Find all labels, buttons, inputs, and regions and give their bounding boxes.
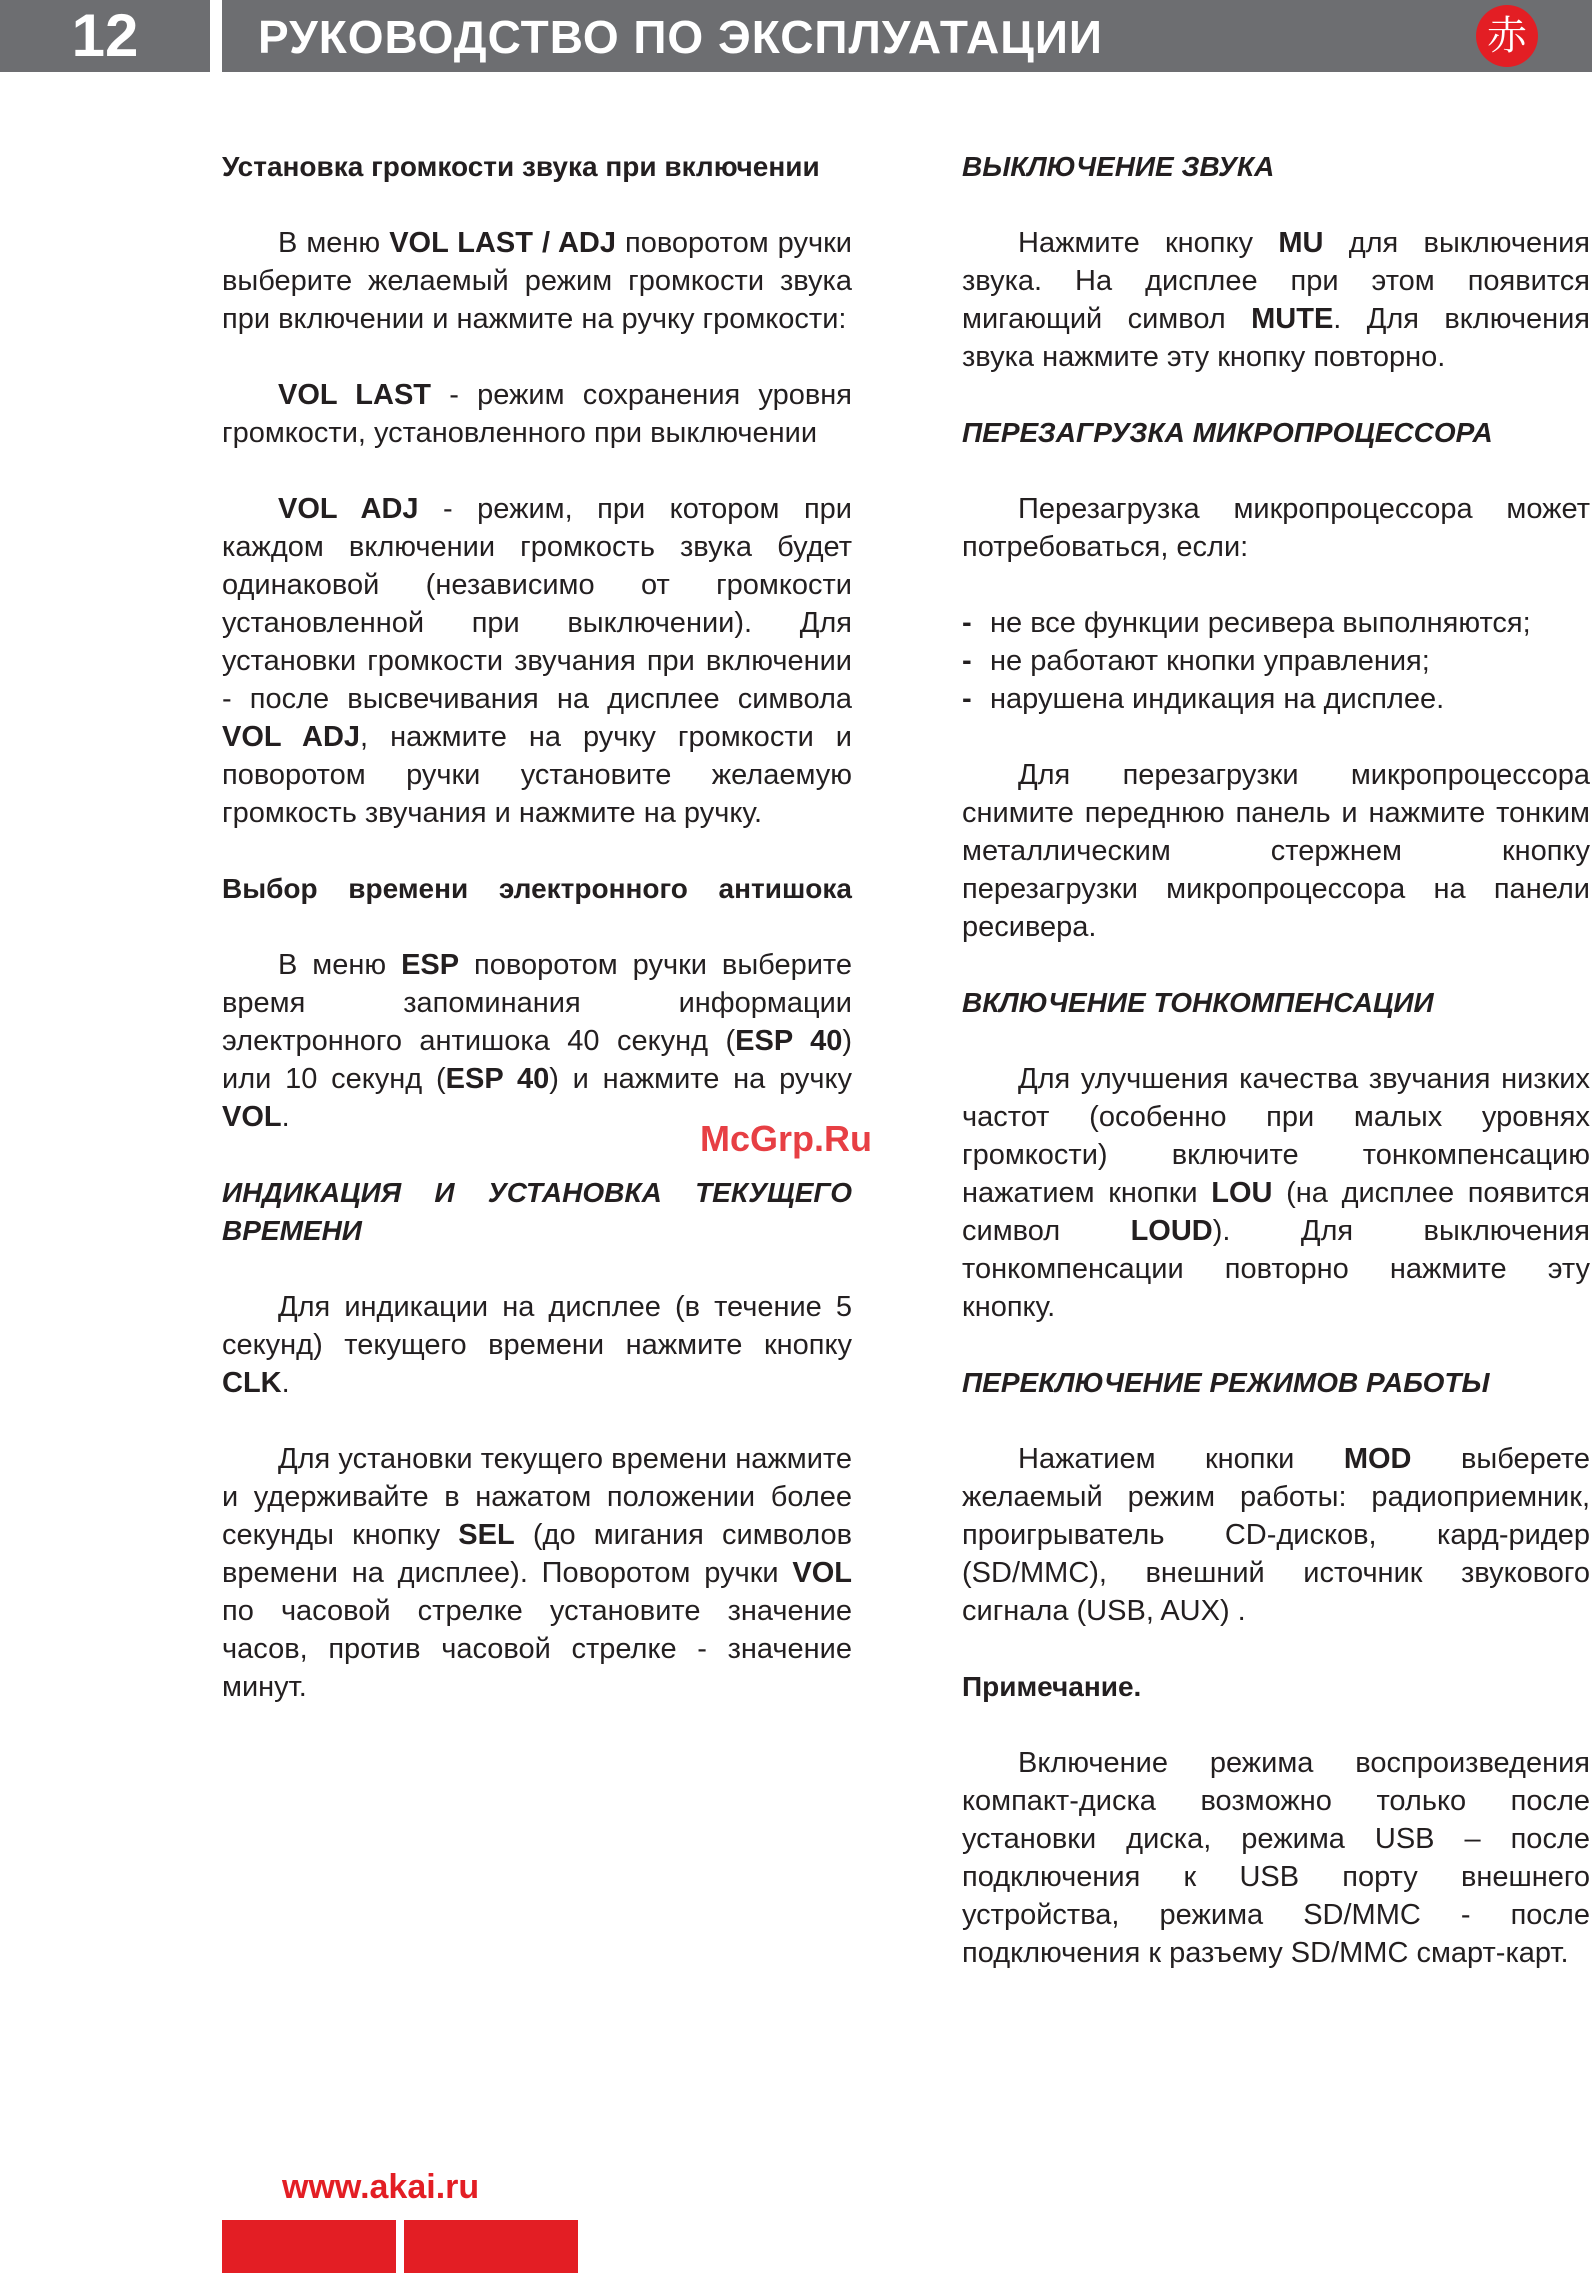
paragraph-modes: Нажатием кнопки MOD выберете желаемый режим работы: радиоприемник, проигрыватель CD-дисков, кард-ридер (SD/MMC), внешний источник звукового сигнала (USB, AUX) . (962, 1443, 1590, 1627)
footer-block (222, 2220, 396, 2273)
section-title-esp: Выбор времени электронного антишока (222, 873, 852, 904)
paragraph-esp: В меню ESP поворотом ручки выберите время запоминания информации электронного антишока 40 секунд (ESP 40) или 10 секунд (ESP 40) и нажмите на ручку VOL. (222, 949, 853, 1133)
paragraph-clock-display: Для индикации на дисплее (в течение 5 секунд) текущего времени нажмите кнопку CLK. (222, 1291, 852, 1399)
section-title-reset: ПЕРЕЗАГРУЗКА МИКРОПРОЦЕССОРА (962, 417, 1493, 448)
list-item: - не все функции ресивера выполняются; (962, 607, 1531, 639)
section-title-mute: ВЫКЛЮЧЕНИЕ ЗВУКА (962, 151, 1275, 182)
section-title-volume-on: Установка громкости звука при включении (222, 151, 820, 182)
paragraph-note: Включение режима воспроизведения компакт-диска возможно только после установки диска, режима USB – после подключения к USB порту внешнего устройства, режима SD/MMC - после подключения к разъему SD/MMC смарт-карт. (962, 1747, 1590, 1969)
list-item: - не работают кнопки управления; (962, 645, 1430, 677)
paragraph-reset-intro: Перезагрузка микропроцессора может потребоваться, если: (962, 493, 1590, 563)
paragraph-vol-menu: В меню VOL LAST / ADJ поворотом ручки выберите желаемый режим громкости звука при включении и нажмите на ручку громкости: (222, 227, 852, 335)
website-link[interactable]: www.akai.ru (282, 2168, 480, 2206)
akai-logo-icon: 赤 (1476, 5, 1538, 67)
paragraph-mute: Нажмите кнопку MU для выключения звука. На дисплее при этом появится мигающий символ MUTE. Для включения звука нажмите эту кнопку повторно. (962, 227, 1590, 373)
page-number: 12 (0, 0, 210, 72)
footer-block (404, 2220, 578, 2273)
paragraph-clock-set: Для установки текущего времени нажмите и удерживайте в нажатом положении более секунды кнопку SEL (до мигания символов времени на дисплее). Поворотом ручки VOL по часовой стрелке установите значение часов, против часовой стрелке - значение минут. (222, 1443, 852, 1703)
paragraph-vol-adj: VOL ADJ - режим, при котором при каждом включении громкость звука будет одинаковой (независимо от громкости установленной при выключении). Для установки громкости звучания при включении - после высвечивания на дисплее символа VOL ADJ, нажмите на ручку громкости и поворотом ручки установите желаемую громкость звучания и нажмите на ручку. (222, 493, 852, 829)
right-column (962, 148, 1590, 1972)
section-title-modes: ПЕРЕКЛЮЧЕНИЕ РЕЖИМОВ РАБОТЫ (962, 1367, 1490, 1398)
watermark: McGrp.Ru (700, 1118, 873, 1159)
section-title-note: Примечание. (962, 1671, 1142, 1702)
reset-reasons-list (962, 604, 1590, 718)
paragraph-reset-howto: Для перезагрузки микропроцессора снимите переднюю панель и нажмите тонким металлическим стержнем кнопку перезагрузки микропроцессора на панели ресивера. (962, 759, 1590, 943)
list-item: - нарушена индикация на дисплее. (962, 683, 1445, 715)
paragraph-loudness: Для улучшения качества звучания низких частот (особенно при малых уровнях громкости) включите тонкомпенсацию нажатием кнопки LOU (на дисплее появится символ LOUD). Для выключения тонкомпенсации повторно нажмите эту кнопку. (962, 1063, 1591, 1323)
section-title-clock: ИНДИКАЦИЯ И УСТАНОВКА ТЕКУЩЕГО ВРЕМЕНИ (222, 1177, 852, 1246)
page-title: РУКОВОДСТВО ПО ЭКСПЛУАТАЦИИ (258, 11, 1103, 63)
left-column (222, 148, 852, 1706)
section-title-loudness: ВКЛЮЧЕНИЕ ТОНКОМПЕНСАЦИИ (962, 987, 1434, 1018)
paragraph-vol-last: VOL LAST - режим сохранения уровня громкости, установленного при выключении (222, 379, 852, 449)
